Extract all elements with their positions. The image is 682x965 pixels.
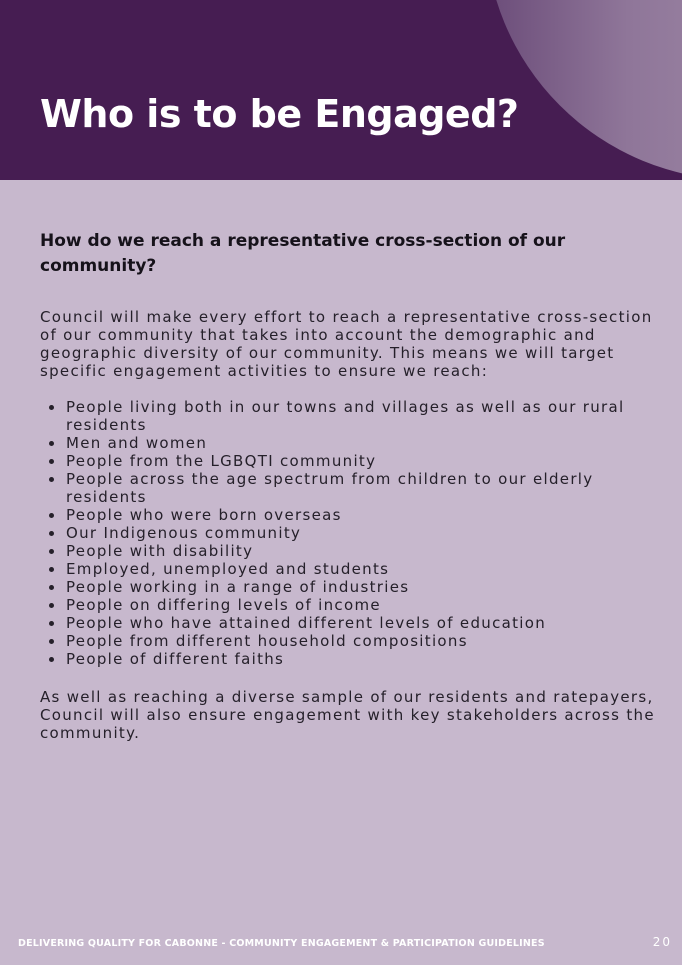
list-item: People working in a range of industries bbox=[40, 578, 645, 596]
list-item: People across the age spectrum from children to our elderly residents bbox=[40, 470, 645, 506]
page-header bbox=[0, 0, 682, 180]
list-item: People living both in our towns and villages as well as our rural residents bbox=[40, 398, 645, 434]
page-title: Who is to be Engaged? bbox=[40, 92, 519, 136]
list-item: Men and women bbox=[40, 434, 645, 452]
footer-document-title: DELIVERING QUALITY FOR CABONNE - COMMUNITY ENGAGEMENT & PARTICIPATION GUIDELINES bbox=[18, 938, 545, 949]
list-item: Our Indigenous community bbox=[40, 524, 645, 542]
list-item: People on differing levels of income bbox=[40, 596, 645, 614]
section-heading: How do we reach a representative cross-section of our community? bbox=[40, 231, 566, 276]
list-item: People from different household compositions bbox=[40, 632, 645, 650]
closing-paragraph: As well as reaching a diverse sample of our residents and ratepayers, Council will also ensure engagement with key stakeholders across the community. bbox=[40, 688, 655, 742]
list-item: People of different faiths bbox=[40, 650, 645, 668]
list-item: People who were born overseas bbox=[40, 506, 645, 524]
intro-paragraph: Council will make every effort to reach a representative cross-section of our community that takes into account the demographic and geographic diversity of our community. This means we will target specific engagement activities to ensure we reach: bbox=[40, 308, 653, 380]
audience-list bbox=[40, 398, 645, 668]
list-item: Employed, unemployed and students bbox=[40, 560, 645, 578]
list-item: People from the LGBQTI community bbox=[40, 452, 645, 470]
page-number: 20 bbox=[652, 935, 672, 949]
list-item: People with disability bbox=[40, 542, 645, 560]
header-decorative-arc bbox=[485, 0, 682, 180]
list-item: People who have attained different levels of education bbox=[40, 614, 645, 632]
